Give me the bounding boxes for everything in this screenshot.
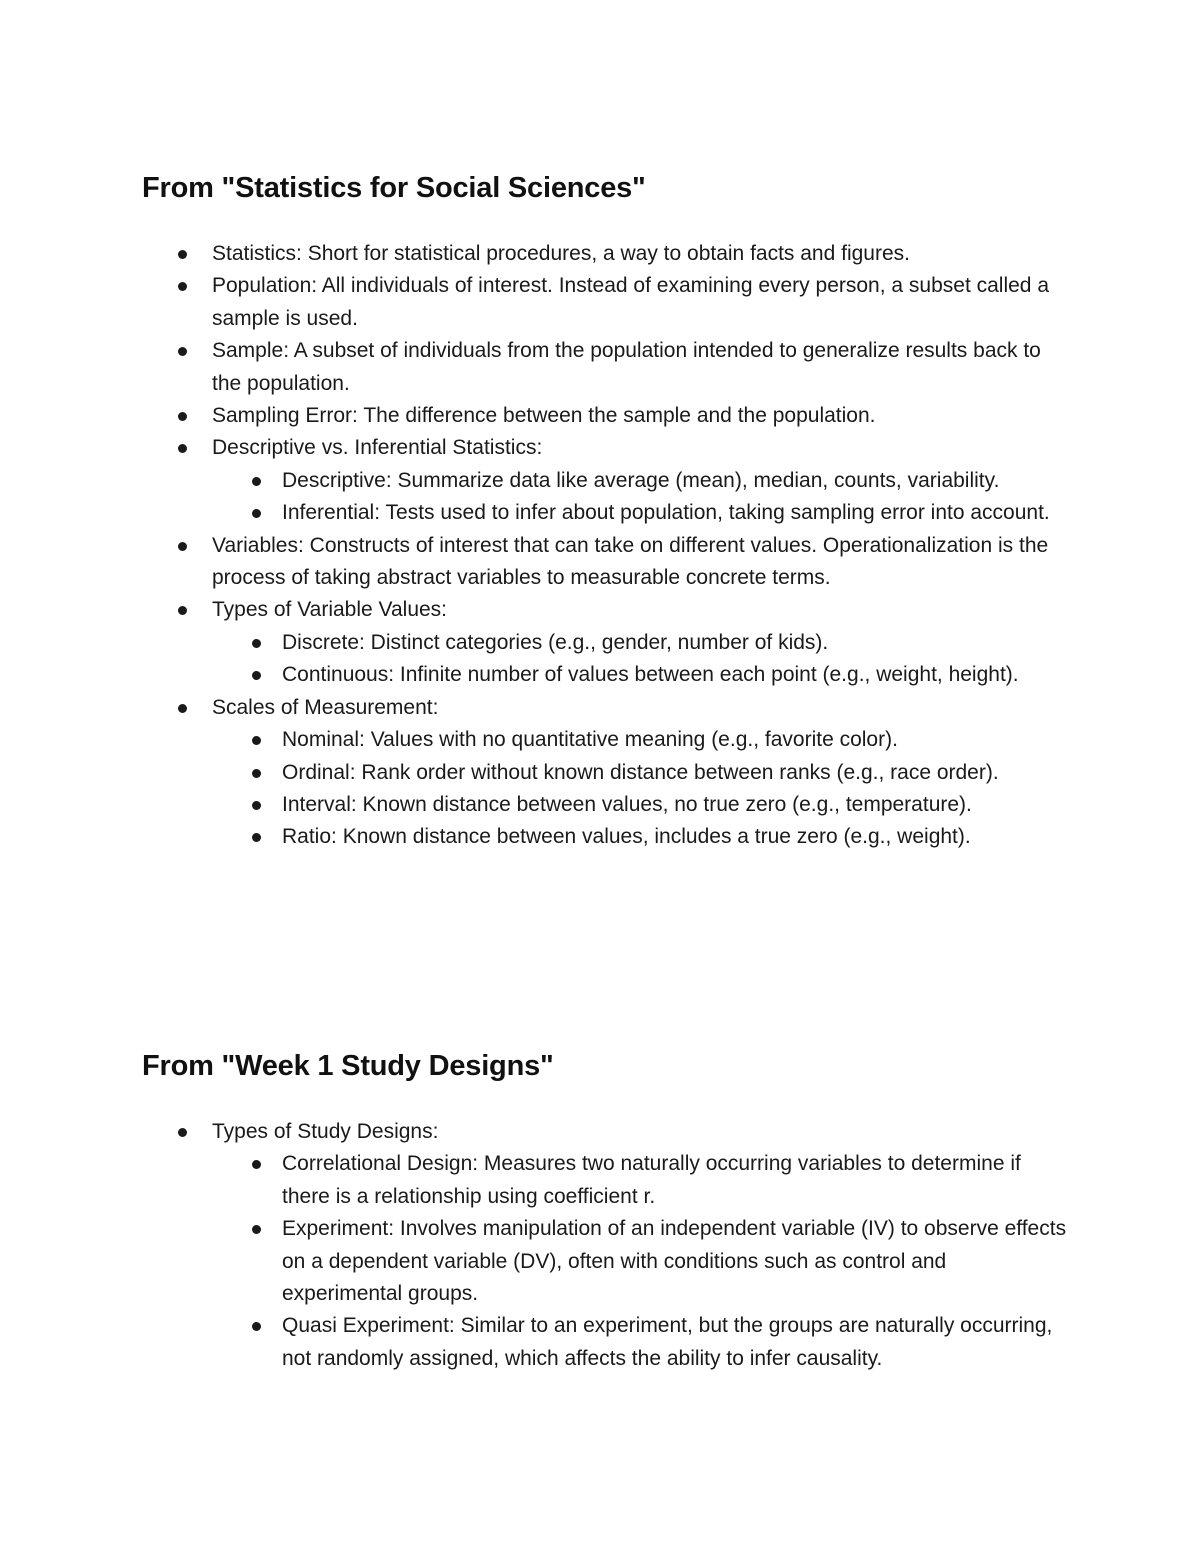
list-item xyxy=(142,530,1072,595)
section-heading: From "Week 1 Study Designs" xyxy=(142,1050,554,1082)
list-item xyxy=(142,594,1072,691)
list-item xyxy=(142,432,1072,529)
sub-bullet-list xyxy=(212,627,1072,692)
list-item xyxy=(142,238,1072,270)
sub-list-item: Quasi Experiment: Similar to an experiment, but the groups are naturally occurring, not randomly assigned, which affects the ability to infer causality. xyxy=(212,1310,1072,1375)
sub-list-item: Ratio: Known distance between values, includes a true zero (e.g., weight). xyxy=(212,821,1072,853)
bullet-list xyxy=(142,238,1072,854)
sub-list-item: Descriptive: Summarize data like average (mean), median, counts, variability. xyxy=(212,465,1072,497)
section-week-1-study-designs xyxy=(142,1046,1072,1375)
list-item-text: Statistics: Short for statistical procedures, a way to obtain facts and figures. xyxy=(212,242,910,265)
sub-list-item: Continuous: Infinite number of values between each point (e.g., weight, height). xyxy=(212,659,1072,691)
list-item xyxy=(142,400,1072,432)
list-item xyxy=(142,1116,1072,1375)
section-statistics-for-social-sciences xyxy=(142,168,1072,854)
list-item xyxy=(142,270,1072,335)
sub-list-item: Correlational Design: Measures two naturally occurring variables to determine if there is a relationship using coefficient r. xyxy=(212,1148,1072,1213)
sub-bullet-list xyxy=(212,465,1072,530)
sub-bullet-list xyxy=(212,1148,1072,1375)
section-heading: From "Statistics for Social Sciences" xyxy=(142,172,646,204)
sub-bullet-list xyxy=(212,724,1072,854)
list-item-text: Scales of Measurement: xyxy=(212,695,439,719)
list-item-text: Variables: Constructs of interest that can take on different values. Operationalization is the process of taking abstract variables to measurable concrete terms. xyxy=(212,533,1049,590)
sub-list-item: Inferential: Tests used to infer about population, taking sampling error into account. xyxy=(212,497,1072,529)
list-item-text: Population: All individuals of interest. Instead of examining every person, a subset called a sample is used. xyxy=(212,274,1049,330)
list-item-text: Descriptive vs. Inferential Statistics: xyxy=(212,436,543,460)
list-item-text: Types of Variable Values: xyxy=(212,598,448,622)
sub-list-item: Discrete: Distinct categories (e.g., gender, number of kids). xyxy=(212,627,1072,659)
list-item-text: Types of Study Designs: xyxy=(212,1120,439,1143)
list-item-text: Sample: A subset of individuals from the population intended to generalize results back to the population. xyxy=(212,339,1041,395)
sub-list-item: Ordinal: Rank order without known distance between ranks (e.g., race order). xyxy=(212,757,1072,789)
sub-list-item: Nominal: Values with no quantitative meaning (e.g., favorite color). xyxy=(212,724,1072,756)
list-item-text: Sampling Error: The difference between the sample and the population. xyxy=(212,404,876,428)
sub-list-item: Experiment: Involves manipulation of an independent variable (IV) to observe effects on a dependent variable (DV), often with conditions such as control and experimental groups. xyxy=(212,1213,1072,1310)
list-item xyxy=(142,335,1072,400)
bullet-list xyxy=(142,1116,1072,1375)
sub-list-item: Interval: Known distance between values, no true zero (e.g., temperature). xyxy=(212,789,1072,821)
list-item xyxy=(142,692,1072,854)
